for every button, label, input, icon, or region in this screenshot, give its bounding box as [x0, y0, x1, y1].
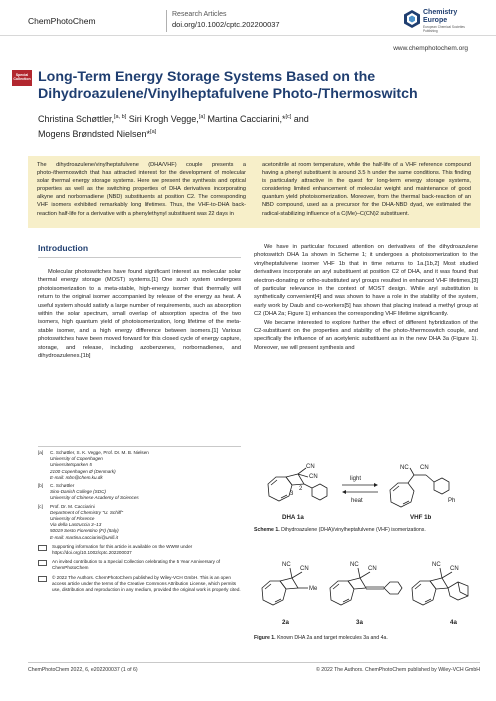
cn-label: CN: [420, 465, 429, 471]
nc-label: NC: [432, 562, 441, 568]
license-note[interactable]: [38, 575, 241, 594]
body-paragraph: We have in particular focused attention on derivatives of the dihydroazulene photoswitch DHA 1a shown in Scheme 1; it undergoes a photoisomerization to the vinylheptafulvene isomer VHF 1b that in time returns to 1a.[1b,2] Most studied derivatives incorporate an aryl substituent at position C2 of DHA, and it was found that electron-donating or ortho-substituted aryl groups resulted in enhanced VHF lifetimes,[3] of particular relevance in the context of MOST design. While aryl substitution is synthetically convenient[4] and was shown to have a role in the stability of the system, early work by Daub and co-workers[5] has shown that placing instead a methyl group at C2 (DHA 2a; Figure 1) enhances the corresponding VHF lifetime significantly.: [254, 244, 478, 318]
cn-label: CN: [300, 566, 309, 572]
affiliation-mark: [a]: [150, 129, 157, 135]
affiliation-mark: [a, b]: [114, 114, 127, 120]
caption-label: Scheme 1.: [254, 527, 280, 533]
affiliation-line: University of Florence: [50, 516, 95, 522]
header-bar: [0, 0, 496, 36]
light-label: light: [350, 476, 362, 482]
logo-line-3: European Chemical Societies Publishing: [423, 25, 465, 33]
position-2-label: 2: [299, 486, 303, 492]
forward-arrowhead: [374, 483, 378, 487]
affiliation-line: Sino-Danish College (SDC): [50, 489, 106, 495]
logo-line-2: Europe: [423, 17, 448, 24]
body-paragraph: We became interested to explore further the effect of different hybridization of the C2-substituent on the properties and stability of the photo-/thermoswitch couple, and specifically the influence of an acetylenic substituent as in the new DHA 3a (Figure 1). Moreover, we will present synthesis and: [254, 319, 478, 351]
vhf-structure: [390, 468, 449, 507]
license-icon: [38, 576, 47, 582]
invited-text: An invited contribution to a Special Collection celebrating the 5 Year Anniversary of ChemPhotoChem: [52, 559, 221, 571]
website-link[interactable]: www.chemphotochem.org: [393, 45, 468, 52]
affiliation-mark: [c]: [285, 114, 292, 120]
affiliation-line: University of Chinese Academy of Sciences: [50, 495, 139, 501]
footer-copyright: © 2022 The Authors. ChemPhotoChem published by Wiley-VCH GmbH: [315, 667, 480, 673]
me-label: Me: [309, 586, 318, 592]
position-3-label: 3: [290, 491, 294, 497]
invited-icon: [38, 560, 47, 566]
footer-citation: ChemPhotoChem 2022, 6, e202200037 (1 of 6): [28, 667, 138, 673]
compound-2a-structure: [262, 568, 308, 605]
affiliation-tag: [a]: [38, 450, 44, 455]
author-name[interactable]: Martina Cacciarini,*: [204, 114, 286, 124]
author-name[interactable]: Siri Krogh Vegge,: [126, 114, 199, 124]
affiliation-line: Department of Chemistry "U. Schiff": [50, 509, 123, 515]
nc-label: NC: [282, 562, 291, 568]
compound-4a-structure: [412, 568, 468, 605]
abstract-right-column: acetonitrile at room temperature, while the half-life of a VHF reference compound having a phenyl substituent is around 3.5 h under the same conditions. This finding is particularly attractive in the quest for long-term energy storage systems, considering limited enhancement of molecular weight and maintenance of good quantum yield photoisomerization. Moreover, from the thermal back-reaction of an NBD compound, used as a precursor for the DHA-NBD dyad, we estimated the radical-stabilizing influence of a C(Me)–C(CN)2 substituent.: [262, 162, 471, 217]
intro-paragraph: Molecular photoswitches have found significant interest as molecular solar thermal energy storage (MOST) systems.[1] One such system undergoes photoisomerization to a meta-stable, high-energy isomer that thermally will return to the original isomer accompanied by release of the energy as heat. A useful system should satisfy a large number of requirements, such as absorption within the solar spectrum, small overlap of absorption spectra of the two isomers, high quantum yield of photoisomerization, long lifetime of the meta-stable isomer, and a high energy difference between isomers.[1] Various photoswitches have been moved forward for this closed cycle of energy capture, storage, and release, including azobenzenes, norbornadienes, and dihydroazulenes.[1b]: [38, 269, 241, 360]
affiliation-tag: [b]: [38, 483, 44, 489]
heading-rule: [38, 257, 241, 258]
dha-1a-label: DHA 1a: [282, 514, 304, 521]
footnotes: [38, 450, 241, 593]
vhf-1b-label: VHF 1b: [410, 514, 432, 521]
invited-note: [38, 559, 241, 571]
cn-label: CN: [306, 464, 315, 470]
license-text: © 2022 The Authors. ChemPhotoChem published by Wiley-VCH GmbH. This is an open access article under the terms of the Creative Commons Attribution License, which permits use, distribution and reproduction in any medium, provided the original work is properly cited.: [52, 574, 241, 593]
supporting-info-note[interactable]: [38, 544, 241, 556]
chemistry-europe-logo-icon: [404, 10, 420, 28]
ph-label: Ph: [448, 498, 456, 504]
affiliation-names: Prof. Dr. M. Cacciarini: [50, 503, 95, 509]
introduction-heading: Introduction: [38, 243, 89, 253]
compound-3a-structure: [330, 568, 402, 605]
article-title: Long-Term Energy Storage Systems Based on the Dihydroazulene/Vinylheptafulvene Photo-/Thermoswitch: [38, 69, 418, 102]
dha-structure: [268, 468, 327, 501]
body-left-column: [38, 268, 241, 360]
chemistry-europe-logo[interactable]: [404, 8, 480, 34]
affiliation-list: [38, 450, 241, 541]
email-link[interactable]: E-mail: martina.cacciarini@unifi.it: [50, 534, 118, 540]
affiliation-tag: [c]: [38, 503, 43, 509]
footnote-rule: [38, 446, 241, 447]
reverse-arrowhead: [342, 490, 346, 494]
nc-label: NC: [400, 465, 409, 471]
supporting-info-text: Supporting information for this article is available on the WWW under https://doi.org/10.1002/cptc.202200037: [52, 543, 193, 556]
figure-1-graphic: [254, 548, 480, 630]
compound-label: 4a: [450, 619, 457, 626]
caption-label: Figure 1.: [254, 635, 276, 641]
compound-label: 3a: [356, 619, 363, 626]
abstract-left-column: The dihydroazulene/vinylheptafulvene (DHA/VHF) couple presents a photo-/thermoswitch that has attracted interest for the development of molecular solar thermal energy storage systems. Here we present the synthesis and optical properties as well as the switching properties of DHA derivatives incorporating alkyne and norbornadiene (NBD) substituents at position C2. The corresponding VHF isomers exhibited remarkably long lifetimes. Thus, the VHF-to-DHA back-reaction half-life for a derivative with a phenylethynyl substituent was 22 days in: [37, 162, 246, 217]
author-conjunction: and: [291, 114, 309, 124]
footer-rule: [28, 662, 480, 663]
affiliation-names: C. Schøttler: [50, 483, 75, 489]
author-name[interactable]: Christina Schøttler,: [38, 114, 115, 124]
email-link[interactable]: E-mail: mbn@chem.ku.dk: [50, 474, 103, 480]
heat-label: heat: [351, 498, 363, 504]
scheme-1-caption: [254, 527, 480, 534]
caption-text: Dihydroazulene (DHA)/vinylheptafulvene (VHF) isomerizations.: [279, 527, 426, 533]
affiliation-names: C. Schøttler, S. K. Vegge, Prof. Dr. M. B. Nielsen: [50, 450, 149, 455]
body-right-column: [254, 243, 478, 352]
header-divider: [166, 10, 167, 32]
affiliation-mark: [a]: [198, 114, 205, 120]
supporting-info-icon: [38, 545, 47, 551]
nc-label: NC: [350, 562, 359, 568]
affiliation-block: [38, 504, 241, 541]
cn-label: CN: [309, 474, 318, 480]
affiliation-line: Via della Lastruccia 3–13: [50, 522, 102, 528]
scheme-1-graphic: [254, 462, 480, 524]
affiliation-line: Universitetsparken 5: [50, 462, 92, 468]
affiliation-line: 2100 Copenhagen Ø (Denmark): [50, 468, 116, 474]
author-list: [38, 111, 478, 141]
affiliation-block: [38, 450, 241, 481]
caption-text: Known DHA 2a and target molecules 3a and 4a.: [275, 635, 388, 641]
special-collection-badge: Special Collection: [12, 70, 32, 86]
figure-1-caption: [254, 635, 480, 642]
doi-link[interactable]: doi.org/10.1002/cptc.202200037: [172, 20, 280, 29]
affiliation-line: 50019 Sesto Fiorentino (FI) (Italy): [50, 528, 119, 534]
affiliation-line: University of Copenhagen: [50, 456, 103, 462]
cn-label: CN: [368, 566, 377, 572]
journal-name[interactable]: ChemPhotoChem: [28, 16, 96, 26]
abstract-box: [28, 156, 480, 228]
logo-line-1: Chemistry: [423, 9, 458, 16]
author-name[interactable]: Mogens Brøndsted Nielsen*: [38, 129, 151, 139]
cn-label: CN: [450, 566, 459, 572]
compound-label: 2a: [282, 619, 289, 626]
affiliation-block: [38, 483, 241, 502]
article-type: Research Articles: [172, 11, 227, 18]
